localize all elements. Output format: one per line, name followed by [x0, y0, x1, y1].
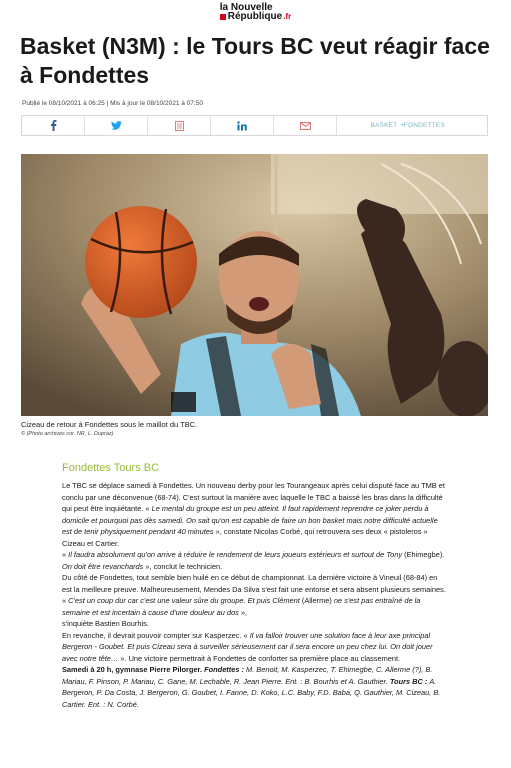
article-title: Basket (N3M) : le Tours BC veut réagir face à Fondettes	[20, 33, 490, 88]
paragraph-2	[62, 549, 447, 572]
p3-text: Du côté de Fondettes, tout semble bien huilé en ce début de championnat. La dernière victoire à Vineuil (68-84) en est la meilleure preuve. Malheureusement, Mendes Da Silva s'est fait une entorse et sera absent plusieurs semaines. «	[62, 573, 446, 605]
p2-open: «	[62, 550, 69, 559]
p2-aside: (Ehimegbe).	[402, 550, 445, 559]
site-logo[interactable]	[220, 3, 291, 21]
paragraph-3	[62, 572, 447, 618]
p3-quote-2: ne s'est pas entraîné de la semaine et est incertain à cause d'une douleur au dos	[62, 596, 421, 617]
p5-bold: Samedi à 20 h, gymnase Pierre Pilorger.	[62, 665, 205, 674]
logo-flag-icon	[220, 14, 226, 20]
share-email-button[interactable]	[274, 116, 337, 135]
p2-quote: Il faudra absolument qu'on arrive à réduire le rendement de leurs joueurs extérieurs et surtout de Tony	[68, 550, 403, 559]
p3-aside: (Allerme)	[299, 596, 334, 605]
share-twitter-button[interactable]	[85, 116, 148, 135]
publish-dates: Publié le 08/10/2021 à 06:25 | Mis à jour le 08/10/2021 à 07:50	[22, 100, 203, 107]
photo-caption: Cizeau de retour à Fondettes sous le maillot du TBC.	[21, 420, 198, 429]
tag-separator: •	[401, 122, 404, 129]
paragraph-4	[62, 630, 447, 665]
share-bar	[21, 115, 488, 136]
twitter-icon	[111, 121, 122, 130]
article-subhead: Fondettes Tours BC	[62, 462, 160, 474]
paragraph-5	[62, 664, 447, 710]
p4-text-end: ». Une victoire permettrait à Fondettes de conforter sa première place au classement.	[118, 653, 401, 663]
logo-line2: République	[227, 11, 283, 22]
p1-text: Le TBC se déplace samedi à Fondettes. Un nouveau derby pour les Tourangeaux après celui disputé face au TMB et conclu par une déconvenue (68-74). C'est surtout la manière avec laquelle le TBC a baissé les bras dans la difficulté qui peut être inquiétante. «	[62, 481, 445, 513]
print-button[interactable]	[148, 116, 211, 135]
print-icon	[175, 121, 184, 131]
article-body	[62, 462, 447, 710]
p4-text: En revanche, il devrait pouvoir compter sur Kasperzec. «	[62, 630, 250, 640]
facebook-icon	[50, 120, 57, 131]
share-linkedin-button[interactable]	[211, 116, 274, 135]
p3-quote: C'est un coup dur car c'est une valeur sûre du groupe. Et puis Clément	[68, 596, 300, 605]
p4-quote: Il va falloir trouver une solution face à leur axe principal Bergeron - Goubet. Et puis Cizeau sera à surveiller sérieusement car il sera encore un peu chez lui. On doit jouer avec notre tête…	[62, 630, 433, 663]
p5-team-2: Tours BC :	[389, 676, 430, 686]
p2-text-end: », conclut le technicien.	[143, 561, 223, 571]
email-icon	[300, 122, 311, 130]
tag-list	[337, 116, 487, 135]
masthead	[0, 0, 511, 24]
logo-suffix: .fr	[283, 12, 292, 21]
tag-fondettes[interactable]: FONDETTES	[403, 122, 445, 129]
photo-credit: © (Photo archives cor. NR, L. Dupraz)	[21, 431, 114, 437]
p1-quote: Le mental du groupe est un peu atteint. Il faut rapidement reprendre ce joker perdu à domicile et pourquoi pas dès samedi. On sait qu'on est capable de faire un bon basket mais notre difficulté actuelle est de tenir physiquement pendant 40 minutes	[62, 504, 438, 536]
paragraph-3-attribution: s'inquiète Bastien Bourhis.	[62, 619, 149, 628]
paragraph-1	[62, 480, 447, 549]
share-facebook-button[interactable]	[22, 116, 85, 135]
p5-team-1: Fondettes :	[204, 665, 247, 674]
article-photo	[21, 154, 488, 416]
logo-line1: la Nouvelle	[219, 2, 273, 13]
p1-text-end: », constate Nicolas Corbé, qui retrouvera ses deux « pistoleros » Cizeau et Cartier.	[62, 527, 428, 548]
tag-basket[interactable]: BASKET	[370, 122, 398, 129]
linkedin-icon	[237, 121, 247, 131]
basketball-photo-illustration	[21, 154, 488, 416]
p3-close: »,	[238, 607, 248, 617]
p5-roster-2: A. Bergeron, P. Da Costa, J. Bergeron, G. Goubet, I. Fanne, D. Koko, L.C. Baby, F.D. Baba, Q. Gauthier, M. Cizeau, B. Cartier. Ent. : N. Corbé.	[62, 676, 441, 709]
p5-roster-1: M. Benoit, M. Kasperzec, T. Ehimegbe, C. Allerme (?), B. Mariau, F. Pinson, P. Mariau, C. Gane, M. Lechable, R. Jean Pierre. Ent. : B. Bourhis et A. Gauthier.	[62, 665, 433, 686]
p2-quote-2: On doit être revanchards	[62, 561, 144, 571]
